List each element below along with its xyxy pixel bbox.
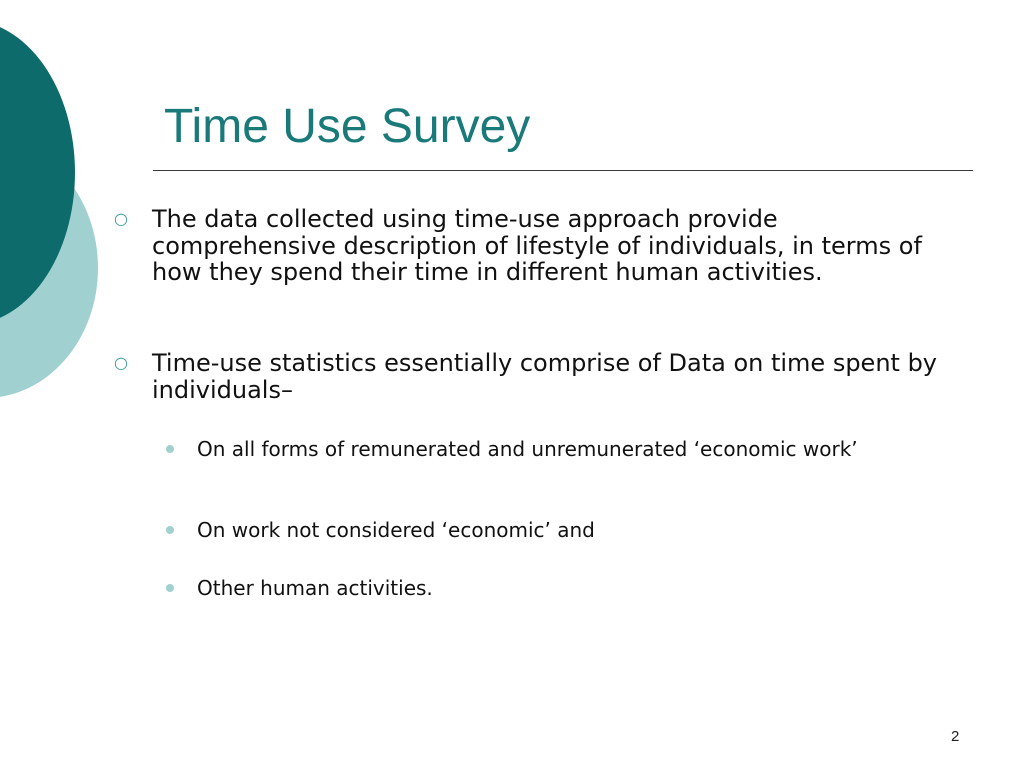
slide-title: Time Use Survey [164,100,531,153]
hollow-circle-bullet-icon: ○ [114,353,128,372]
bullet-item [114,205,942,286]
sub-bullet-item [197,518,957,542]
sub-bullet-item [197,437,957,461]
page-number: 2 [951,728,960,745]
filled-dot-bullet-icon [166,584,174,592]
sub-bullet-text: On all forms of remunerated and unremunerated ‘economic work’ [197,437,858,461]
sub-bullet-text: On work not considered ‘economic’ and [197,518,595,542]
bullet-item [114,349,942,404]
sub-bullet-item [197,576,957,600]
bullet-text: Time-use statistics essentially comprise of Data on time spent by individuals– [152,349,938,404]
sub-bullet-text: Other human activities. [197,576,433,600]
hollow-circle-bullet-icon: ○ [114,209,128,228]
filled-dot-bullet-icon [166,526,174,534]
bullet-text: The data collected using time-use approach provide comprehensive description of lifestyle of individuals, in terms of how they spend their time in different human activities. [152,205,922,286]
title-underline [153,170,973,171]
filled-dot-bullet-icon [166,445,174,453]
